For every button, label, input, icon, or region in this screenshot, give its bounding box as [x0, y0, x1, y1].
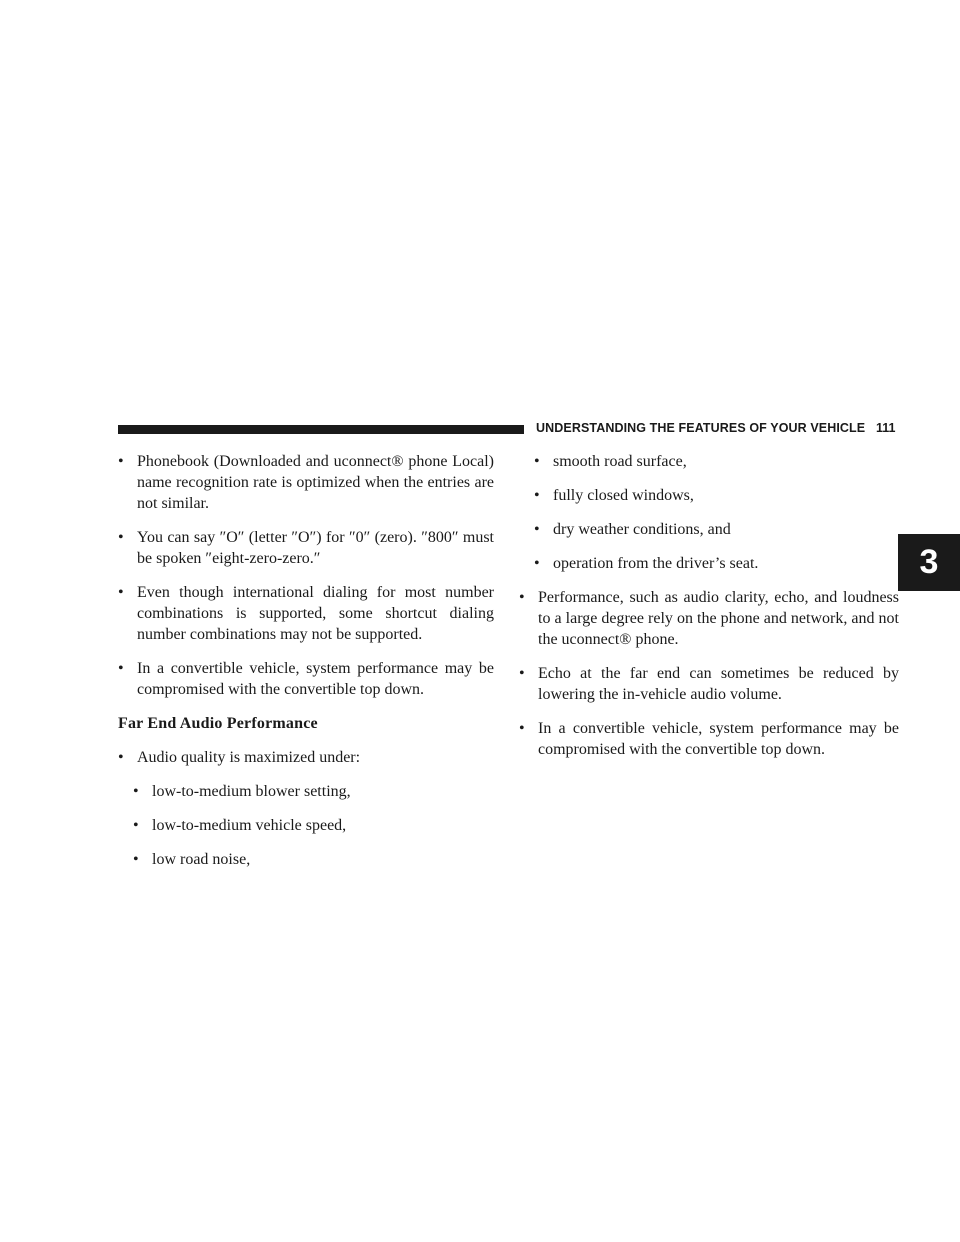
- bullet-icon: •: [133, 817, 139, 834]
- left-column: [118, 451, 494, 883]
- sub-list-item: [534, 553, 899, 574]
- bullet-icon: •: [534, 487, 540, 504]
- section-heading: Far End Audio Performance: [118, 715, 318, 732]
- bullet-icon: •: [519, 720, 525, 737]
- list-item: [118, 451, 494, 514]
- list-item: [118, 582, 494, 645]
- bullet-icon: •: [133, 783, 139, 800]
- sub-list-item: [534, 519, 899, 540]
- bullet-icon: •: [534, 453, 540, 470]
- sub-list-item: [133, 815, 494, 836]
- chapter-tab: 3: [898, 534, 960, 591]
- list-item-text: You can say ″O″ (letter ″O″) for ″0″ (zero). ″800″ must be spoken ″eight-zero-zero.″: [137, 529, 494, 567]
- list-item-text: fully closed windows,: [553, 487, 694, 504]
- list-item: [519, 718, 899, 760]
- sub-list-item: [133, 781, 494, 802]
- list-item-text: smooth road surface,: [553, 453, 687, 470]
- list-item-text: In a convertible vehicle, system performance may be compromised with the convertible top down.: [538, 720, 899, 758]
- bullet-icon: •: [534, 555, 540, 572]
- list-item: [519, 663, 899, 705]
- list-item: [118, 747, 494, 768]
- sub-list-item: [534, 451, 899, 472]
- list-item-text: low-to-medium blower setting,: [152, 783, 351, 800]
- bullet-icon: •: [118, 584, 124, 601]
- bullet-icon: •: [118, 529, 124, 546]
- sub-list-item: [534, 485, 899, 506]
- list-item: [118, 658, 494, 700]
- sub-list-item: [133, 849, 494, 870]
- list-item-text: dry weather conditions, and: [553, 521, 731, 538]
- list-item-text: Phonebook (Downloaded and uconnect® phone Local) name recognition rate is optimized when the entries are not similar.: [137, 453, 494, 512]
- list-item: [118, 527, 494, 569]
- header-rule: [118, 425, 524, 434]
- bullet-icon: •: [519, 589, 525, 606]
- bullet-icon: •: [133, 851, 139, 868]
- bullet-icon: •: [118, 749, 124, 766]
- list-item-text: Even though international dialing for most number combinations is supported, some shortcut dialing number combinations may not be supported.: [137, 584, 494, 643]
- list-item: [519, 587, 899, 650]
- list-item-text: Performance, such as audio clarity, echo, and loudness to a large degree rely on the phone and network, and not the uconnect® phone.: [538, 589, 899, 648]
- bullet-icon: •: [534, 521, 540, 538]
- section-header-title: UNDERSTANDING THE FEATURES OF YOUR VEHICLE: [536, 421, 866, 435]
- list-item-text: Echo at the far end can sometimes be reduced by lowering the in-vehicle audio volume.: [538, 665, 899, 703]
- list-item-text: operation from the driver’s seat.: [553, 555, 759, 572]
- right-column: [519, 451, 899, 773]
- bullet-icon: •: [118, 660, 124, 677]
- list-item-text: In a convertible vehicle, system performance may be compromised with the convertible top down.: [137, 660, 494, 698]
- list-item-text: low-to-medium vehicle speed,: [152, 817, 347, 834]
- list-item-text: Audio quality is maximized under:: [137, 749, 361, 766]
- page-number: 111: [876, 421, 896, 435]
- bullet-icon: •: [118, 453, 124, 470]
- bullet-icon: •: [519, 665, 525, 682]
- list-item-text: low road noise,: [152, 851, 251, 868]
